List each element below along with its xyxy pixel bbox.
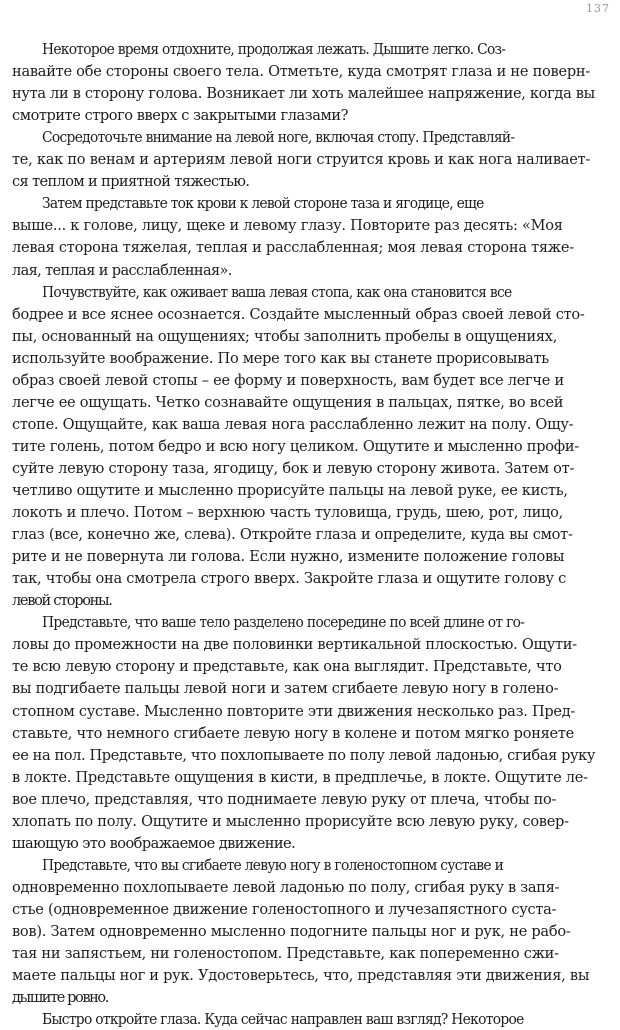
text-line: вое плечо, представляя, что поднимаете левую руку от плеча, чтобы по- [12, 789, 557, 808]
text-line: легче ее ощущать. Четко сознавайте ощущения в пальцах, пятке, во всей [12, 392, 564, 411]
text-line: используйте воображение. По мере того как вы станете прорисовывать [12, 348, 549, 367]
text-line: маете пальцы ног и рук. Удостоверьтесь, что, представляя эти движения, вы [12, 966, 590, 985]
text-line: выше... к голове, лицу, щеке и левому глазу. Повторите раз десять: «Моя [12, 216, 563, 235]
page-number: 137 [586, 2, 610, 15]
text-line: Почувствуйте, как оживает ваша левая стопа, как она становится все [42, 282, 512, 301]
text-line: Представьте, что вы сгибаете левую ногу в голеностопном суставе и [42, 855, 504, 874]
text-line: Представьте, что ваше тело разделено посередине по всей длине от го- [42, 613, 525, 632]
text-line: нута ли в сторону голова. Возникает ли хоть малейшее напряжение, когда вы [12, 84, 595, 103]
text-line: образ своей левой стопы – ее форму и поверхность, вам будет все легче и [12, 370, 564, 389]
text-line: те всю левую сторону и представьте, как она выглядит. Представьте, что [12, 657, 562, 676]
text-line: бодрее и все яснее осознается. Создайте мысленный образ своей левой сто- [12, 304, 585, 323]
text-line: в локте. Представьте ощущения в кисти, в предплечье, в локте. Ощутите ле- [12, 767, 588, 786]
text-line: пы, основанный на ощущениях; чтобы заполнить пробелы в ощущениях, [12, 326, 558, 345]
text-line: левая сторона тяжелая, теплая и расслабленная; моя левая сторона тяже- [12, 238, 574, 257]
text-line: тая ни запястьем, ни голеностопом. Представьте, как попеременно сжи- [12, 944, 559, 963]
text-line: Некоторое время отдохните, продолжая лежать. Дышите легко. Соз- [42, 40, 506, 58]
text-line: рите и не повернута ли голова. Если нужно, измените положение головы [12, 547, 565, 566]
text-line: вов). Затем одновременно мысленно подогните пальцы ног и рук, не рабо- [12, 922, 571, 940]
text-line: те, как по венам и артериям левой ноги струится кровь и как нога наливает- [12, 150, 591, 169]
text-line: одновременно похлопываете левой ладонью по полу, сгибая руку в запя- [12, 877, 560, 896]
text-line: ставьте, что немного сгибаете левую ногу в колене и потом мягко роняете [12, 723, 575, 742]
text-line: стопном суставе. Мысленно повторите эти движения несколько раз. Пред- [12, 701, 576, 720]
text-line: вы подгибаете пальцы левой ноги и затем сгибаете левую ногу в голено- [12, 679, 559, 698]
text-line: так, чтобы она смотрела строго вверх. Закройте глаза и ощутите голову с [12, 569, 567, 588]
text-line: локоть и плечо. Потом – верхнюю часть туловища, грудь, шею, рот, лицо, [12, 503, 563, 522]
text-line: смотрите строго вверх с закрытыми глазами? [12, 106, 348, 125]
text-line: навайте обе стороны своего тела. Отметьте, куда смотрят глаза и не поверн- [12, 62, 591, 81]
text-line: ся теплом и приятной тяжестью. [12, 172, 250, 191]
text-line: шающую это воображаемое движение. [12, 833, 296, 852]
text-line: хлопать по полу. Ощутите и мысленно прорисуйте всю левую руку, совер- [12, 811, 569, 830]
text-line: лая, теплая и расслабленная». [12, 260, 232, 279]
text-line: Сосредоточьте внимание на левой ноге, включая стопу. Представляй- [42, 128, 515, 147]
text-line: глаз (все, конечно же, слева). Откройте глаза и определите, куда вы смот- [12, 525, 573, 544]
text-line: стопе. Ощущайте, как ваша левая нога расслабленно лежит на полу. Ощу- [12, 414, 574, 433]
text-line: стье (одновременное движение голеностопного и лучезапястного суста- [12, 899, 557, 918]
text-line: Затем представьте ток крови к левой стороне таза и ягодице, еще [42, 194, 484, 213]
text-line: ее на пол. Представьте, что похлопываете по полу левой ладонью, сгибая руку [12, 745, 596, 764]
text-line: Быстро откройте глаза. Куда сейчас направлен ваш взгляд? Некоторое [42, 1010, 524, 1029]
text-line: ловы до промежности на две половинки вертикальной плоскостью. Ощути- [12, 635, 577, 654]
text-line: дышите ровно. [12, 988, 108, 1007]
text-line: четливо ощутите и мысленно прорисуйте пальцы на левой руке, ее кисть, [12, 481, 568, 499]
body-text [0, 38, 620, 1029]
text-line: суйте левую сторону таза, ягодицу, бок и левую сторону живота. Затем от- [12, 458, 575, 477]
text-line: тите голень, потом бедро и всю ногу целиком. Ощутите и мысленно профи- [12, 436, 579, 455]
text-line: левой стороны. [12, 591, 112, 610]
